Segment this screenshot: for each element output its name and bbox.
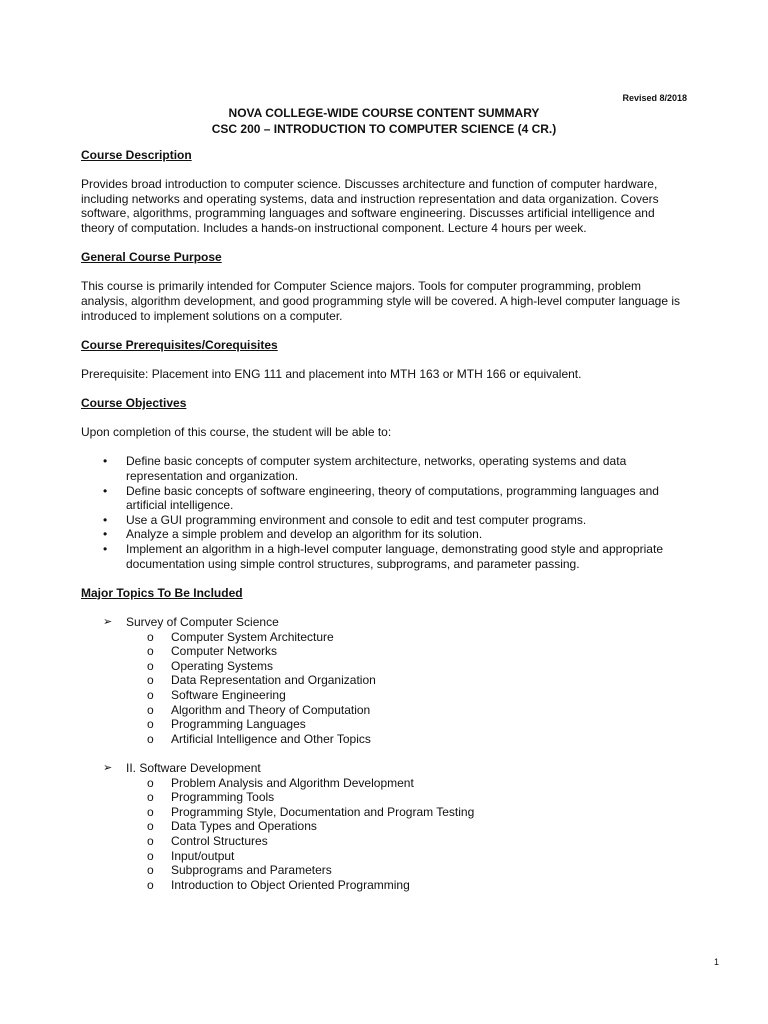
circle-bullet-icon: o (147, 687, 154, 702)
topic-title-text: II. Software Development (126, 760, 261, 775)
subtopic-text: Introduction to Object Oriented Programming (171, 877, 410, 892)
subtopic-item (81, 673, 687, 688)
circle-bullet-icon: o (147, 629, 154, 644)
objective-text: Implement an algorithm in a high-level computer language, demonstrating good style and appropriate documentation using simple control structures, subprograms, and parameter passing. (126, 542, 663, 571)
circle-bullet-icon: o (147, 717, 154, 732)
subtopic-text: Input/output (171, 848, 235, 863)
circle-bullet-icon: o (147, 775, 154, 790)
subtopic-text: Programming Languages (171, 717, 306, 732)
section-heading-prerequisites: Course Prerequisites/Corequisites (81, 337, 278, 352)
objectives-list (81, 454, 687, 571)
bullet-icon: • (103, 454, 108, 469)
title-line-2: CSC 200 – INTRODUCTION TO COMPUTER SCIENCE (4 CR.) (211, 122, 557, 136)
objective-item (81, 527, 687, 542)
subtopic-item (81, 790, 687, 805)
course-description-text: Provides broad introduction to computer science. Discusses architecture and function of computer hardware, including networks and operating systems, data and instruction representation and data organization. Covers software, algorithms, programming languages and software engineering. Discusses artificial intelligence and theory of computation. Includes a hands-on instructional component. Lecture 4 hours per week. (81, 177, 659, 235)
subtopic-text: Data Types and Operations (171, 819, 317, 834)
objective-text: Define basic concepts of computer system architecture, networks, operating systems and data representation and organization. (126, 454, 627, 484)
section-heading-general-purpose: General Course Purpose (81, 250, 222, 265)
circle-bullet-icon: o (147, 673, 154, 688)
subtopic-text: Computer Networks (171, 644, 278, 659)
topic-title-text: Survey of Computer Science (126, 615, 279, 629)
document-body (81, 148, 687, 907)
title-line-1: NOVA COLLEGE-WIDE COURSE CONTENT SUMMARY (228, 106, 540, 120)
bullet-icon: • (103, 483, 108, 498)
subtopic-text: Subprograms and Parameters (171, 863, 332, 878)
circle-bullet-icon: o (147, 833, 154, 848)
objective-item (81, 484, 687, 513)
subtopic-item (81, 644, 687, 659)
subtopic-item (81, 878, 687, 893)
circle-bullet-icon: o (147, 819, 154, 834)
prerequisites-text: Prerequisite: Placement into ENG 111 and placement into MTH 163 or MTH 166 or equivalent. (81, 366, 582, 381)
topic-title (81, 761, 687, 776)
subtopic-text: Programming Style, Documentation and Program Testing (171, 804, 475, 819)
subtopic-item (81, 703, 687, 718)
subtopic-text: Artificial Intelligence and Other Topics (171, 731, 371, 746)
subtopic-item (81, 863, 687, 878)
section-heading-major-topics: Major Topics To Be Included (81, 585, 243, 600)
subtopic-text: Problem Analysis and Algorithm Development (171, 775, 414, 790)
subtopic-item (81, 834, 687, 849)
subtopic-text: Algorithm and Theory of Computation (171, 702, 371, 717)
subtopic-item (81, 732, 687, 747)
circle-bullet-icon: o (147, 644, 154, 659)
subtopic-item (81, 776, 687, 791)
subtopic-item (81, 819, 687, 834)
bullet-icon: • (103, 512, 108, 527)
circle-bullet-icon: o (147, 804, 154, 819)
arrow-bullet-icon: ➢ (103, 761, 113, 774)
subtopic-item (81, 630, 687, 645)
circle-bullet-icon: o (147, 731, 154, 746)
objective-item (81, 513, 687, 528)
topic-title (81, 615, 687, 630)
subtopic-text: Programming Tools (171, 790, 275, 805)
circle-bullet-icon: o (147, 658, 154, 673)
topic-group (81, 615, 687, 746)
objective-text: Use a GUI programming environment and console to edit and test computer programs. (126, 512, 587, 527)
subtopic-text: Software Engineering (171, 687, 286, 702)
general-purpose-text: This course is primarily intended for Computer Science majors. Tools for computer programming, problem analysis, algorithm development, and good programming style will be covered. A high-level computer language is introduced to implement solutions on a computer. (81, 279, 680, 323)
subtopic-item (81, 849, 687, 864)
objective-text: Analyze a simple problem and develop an algorithm for its solution. (126, 527, 483, 542)
subtopic-text: Operating Systems (171, 658, 274, 673)
document-title (0, 105, 768, 137)
circle-bullet-icon: o (147, 877, 154, 892)
bullet-icon: • (103, 527, 108, 542)
subtopic-list (81, 630, 687, 747)
subtopic-text: Computer System Architecture (171, 629, 334, 644)
section-heading-objectives: Course Objectives (81, 396, 187, 411)
circle-bullet-icon: o (147, 790, 154, 805)
subtopic-item (81, 688, 687, 703)
circle-bullet-icon: o (147, 848, 154, 863)
objective-item (81, 454, 687, 483)
bullet-icon: • (103, 542, 108, 557)
subtopic-text: Data Representation and Organization (171, 673, 376, 688)
circle-bullet-icon: o (147, 702, 154, 717)
circle-bullet-icon: o (147, 863, 154, 878)
section-heading-course-description: Course Description (81, 148, 192, 162)
subtopic-list (81, 776, 687, 893)
objective-text: Define basic concepts of software engineering, theory of computations, programming languages and artificial intelligence. (126, 483, 659, 513)
subtopic-text: Control Structures (171, 833, 268, 848)
page-number: 1 (713, 957, 719, 967)
topic-group (81, 761, 687, 892)
subtopic-item (81, 805, 687, 820)
objectives-intro: Upon completion of this course, the student will be able to: (81, 425, 392, 440)
arrow-bullet-icon: ➢ (103, 616, 113, 628)
objective-item (81, 542, 687, 571)
subtopic-item (81, 659, 687, 674)
revision-date: Revised 8/2018 (622, 93, 687, 103)
subtopic-item (81, 717, 687, 732)
